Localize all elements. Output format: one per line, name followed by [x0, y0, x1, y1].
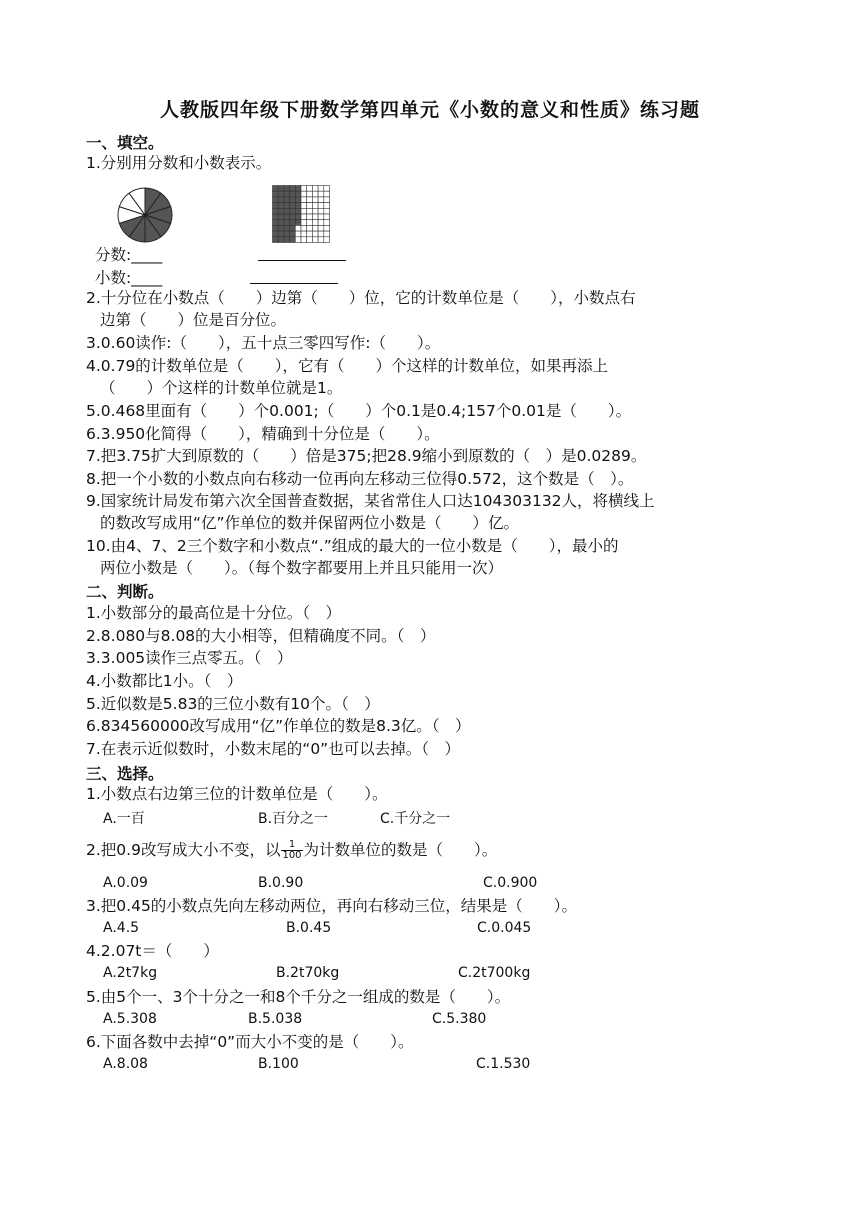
grid-cell	[324, 203, 330, 209]
grid-cell-shaded	[295, 186, 301, 192]
grid-cell	[324, 197, 330, 203]
grid-cell	[324, 186, 330, 192]
fill-q10-line2: 两位小数是（ ）。（每个数字都要用上并且只能用一次）	[100, 559, 504, 577]
circle-fraction-figure	[115, 185, 175, 245]
grid-cell	[324, 220, 330, 226]
grid-cell	[318, 208, 324, 214]
grid-cell-shaded	[295, 203, 301, 209]
grid-cell	[301, 220, 307, 226]
grid-cell-shaded	[295, 197, 301, 203]
choice-q5-option-a: A.5.308	[103, 1011, 157, 1027]
grid-cell-shaded	[295, 214, 301, 220]
judge-item: 1.小数部分的最高位是十分位。（ ）	[86, 604, 342, 622]
grid-cell	[301, 214, 307, 220]
grid-cell	[318, 197, 324, 203]
grid-cell	[307, 231, 313, 237]
grid-cell-shaded	[284, 203, 290, 209]
fill-q8: 8.把一个小数的小数点向右移动一位再向左移动三位得0.572，这个数是（ ）。	[86, 470, 634, 488]
decimal-answer-blank	[250, 282, 338, 284]
grid-cell	[301, 197, 307, 203]
fill-q4-line2: （ ）个这样的计数单位就是1。	[100, 379, 343, 397]
grid-cell-shaded	[273, 203, 279, 209]
fill-q2-line1: 2.十分位在小数点（ ）边第（ ）位，它的计数单位是（ ），小数点右	[86, 289, 636, 307]
grid-cell	[307, 191, 313, 197]
grid-cell	[324, 214, 330, 220]
choice-q5-option-c: C.5.380	[432, 1011, 487, 1027]
fill-q2-line2: 边第（ ）位是百分位。	[100, 311, 287, 329]
choice-q3-option-b: B.0.45	[286, 920, 332, 936]
grid-cell	[318, 191, 324, 197]
judge-item: 2.8.080与8.08的大小相等，但精确度不同。（ ）	[86, 627, 436, 645]
grid-cell-shaded	[273, 237, 279, 243]
grid-cell-shaded	[290, 237, 296, 243]
grid-cell-shaded	[295, 220, 301, 226]
choice-q1-option-b: B.百分之一	[258, 811, 329, 827]
grid-cell-shaded	[278, 214, 284, 220]
grid-cell-shaded	[273, 197, 279, 203]
grid-cell-shaded	[290, 191, 296, 197]
fraction-one-hundredth	[281, 840, 302, 861]
grid-cell	[301, 191, 307, 197]
choice-q4-option-a: A.2t7kg	[103, 965, 158, 981]
grid-cell-shaded	[284, 214, 290, 220]
grid-cell	[301, 237, 307, 243]
judge-item: 3.3.005读作三点零五。（ ）	[86, 649, 293, 667]
fraction-numerator: 1	[281, 840, 302, 851]
grid-cell	[301, 203, 307, 209]
fill-q1: 1.分别用分数和小数表示。	[86, 154, 272, 172]
grid-cell-shaded	[290, 186, 296, 192]
grid-cell-shaded	[273, 225, 279, 231]
grid-cell	[307, 203, 313, 209]
grid-cell-shaded	[273, 214, 279, 220]
grid-cell-shaded	[284, 231, 290, 237]
choice-q3: 3.把0.45的小数点先向左移动两位，再向右移动三位，结果是（ ）。	[86, 897, 578, 915]
choice-q4-option-c: C.2t700kg	[458, 965, 531, 981]
grid-cell	[307, 225, 313, 231]
grid-cell	[312, 197, 318, 203]
section-choice-heading: 三、选择。	[86, 765, 164, 783]
grid-cell	[307, 214, 313, 220]
choice-q6-option-a: A.8.08	[103, 1056, 148, 1072]
choice-q1-option-a: A.一百	[103, 811, 145, 827]
fill-q7: 7.把3.75扩大到原数的（ ）倍是375;把28.9缩小到原数的（ ）是0.0289。	[86, 447, 647, 465]
choice-q1-option-c: C.千分之一	[380, 811, 451, 827]
grid-cell-shaded	[284, 237, 290, 243]
fraction-label: 分数:____	[95, 246, 163, 264]
grid-cell	[312, 231, 318, 237]
fraction-denominator: 100	[282, 850, 302, 861]
grid-cell	[318, 231, 324, 237]
grid-fraction-figure	[272, 185, 330, 243]
fill-q9-line1: 9.国家统计局发布第六次全国普查数据，某省常住人口达104303132人，将横线上	[86, 492, 655, 510]
grid-cell	[307, 220, 313, 226]
grid-cell-shaded	[278, 237, 284, 243]
judge-item: 6.834560000改写成用“亿”作单位的数是8.3亿。（ ）	[86, 717, 471, 735]
fill-q5: 5.0.468里面有（ ）个0.001;（ ）个0.1是0.4;157个0.01是（ ）。	[86, 402, 632, 420]
grid-cell	[312, 191, 318, 197]
grid-cell	[312, 220, 318, 226]
section-judge-heading: 二、判断。	[86, 583, 164, 601]
choice-q2-text-post: 为计数单位的数是（ ）。	[303, 841, 498, 859]
choice-q2-text-pre: 2.把0.9改写成大小不变，以	[86, 841, 281, 859]
choice-q5-option-b: B.5.038	[248, 1011, 303, 1027]
grid-cell	[318, 186, 324, 192]
grid-cell	[301, 186, 307, 192]
choice-q6-option-b: B.100	[258, 1056, 299, 1072]
choice-q2-option-c: C.0.900	[483, 875, 538, 891]
choice-q5: 5.由5个一、3个十分之一和8个千分之一组成的数是（ ）。	[86, 988, 511, 1006]
judge-item: 5.近似数是5.83的三位小数有10个。（ ）	[86, 695, 380, 713]
grid-cell	[318, 237, 324, 243]
grid-cell-shaded	[290, 208, 296, 214]
grid-cell-shaded	[273, 186, 279, 192]
grid-cell	[318, 214, 324, 220]
page-title: 人教版四年级下册数学第四单元《小数的意义和性质》练习题	[159, 99, 700, 121]
grid-cell-shaded	[290, 225, 296, 231]
grid-cell-shaded	[278, 203, 284, 209]
grid-cell	[295, 231, 301, 237]
grid-cell-shaded	[278, 186, 284, 192]
grid-cell-shaded	[284, 186, 290, 192]
choice-q1: 1.小数点右边第三位的计数单位是（ ）。	[86, 785, 388, 803]
grid-cell	[307, 186, 313, 192]
grid-cell-shaded	[290, 231, 296, 237]
grid-cell	[312, 203, 318, 209]
choice-q3-option-a: A.4.5	[103, 920, 140, 936]
grid-cell	[312, 225, 318, 231]
grid-cell-shaded	[273, 231, 279, 237]
grid-cell	[301, 225, 307, 231]
fill-q4-line1: 4.0.79的计数单位是（ ），它有（ ）个这样的计数单位，如果再添上	[86, 357, 609, 375]
grid-cell-shaded	[278, 231, 284, 237]
grid-cell	[312, 214, 318, 220]
grid-cell-shaded	[284, 191, 290, 197]
choice-q4-option-b: B.2t70kg	[276, 965, 340, 981]
grid-cell	[301, 231, 307, 237]
grid-cell-shaded	[278, 208, 284, 214]
grid-cell	[324, 231, 330, 237]
grid-cell-shaded	[273, 191, 279, 197]
grid-cell-shaded	[295, 208, 301, 214]
grid-cell	[324, 208, 330, 214]
fill-q6: 6.3.950化简得（ ），精确到十分位是（ ）。	[86, 425, 440, 443]
grid-cell	[295, 237, 301, 243]
grid-cell	[312, 237, 318, 243]
grid-cell	[318, 220, 324, 226]
grid-cell	[324, 225, 330, 231]
grid-cell-shaded	[278, 225, 284, 231]
grid-cell-shaded	[278, 220, 284, 226]
grid-cell-shaded	[273, 208, 279, 214]
choice-q2	[86, 840, 497, 861]
grid-cell-shaded	[278, 197, 284, 203]
grid-cell	[312, 186, 318, 192]
grid-cell	[324, 237, 330, 243]
grid-cell-shaded	[290, 214, 296, 220]
grid-cell-shaded	[295, 191, 301, 197]
grid-cell-shaded	[290, 197, 296, 203]
grid-cell-shaded	[290, 220, 296, 226]
grid-cell	[312, 208, 318, 214]
grid-cell-shaded	[278, 191, 284, 197]
fraction-answer-blank	[258, 259, 346, 261]
judge-item: 4.小数都比1小。（ ）	[86, 672, 243, 690]
judge-item: 7.在表示近似数时，小数末尾的“0”也可以去掉。（ ）	[86, 740, 460, 758]
choice-q6: 6.下面各数中去掉“0”而大小不变的是（ ）。	[86, 1033, 414, 1051]
grid-cell-shaded	[273, 220, 279, 226]
grid-cell	[301, 208, 307, 214]
grid-cell-shaded	[290, 203, 296, 209]
choice-q2-option-b: B.0.90	[258, 875, 304, 891]
decimal-label: 小数:____	[95, 269, 163, 287]
fill-q10-line1: 10.由4、7、2三个数字和小数点“.”组成的最大的一位小数是（ ），最小的	[86, 537, 619, 555]
grid-cell	[307, 197, 313, 203]
grid-cell-shaded	[284, 220, 290, 226]
grid-cell	[307, 208, 313, 214]
grid-cell-shaded	[284, 197, 290, 203]
choice-q2-option-a: A.0.09	[103, 875, 148, 891]
choice-q3-option-c: C.0.045	[477, 920, 532, 936]
grid-cell	[318, 225, 324, 231]
fill-q3: 3.0.60读作:（ ），五十点三零四写作:（ ）。	[86, 334, 441, 352]
fill-q9-line2: 的数改写成用“亿”作单位的数并保留两位小数是（ ）亿。	[100, 514, 520, 532]
choice-q4: 4.2.07t＝（ ）	[86, 942, 219, 960]
grid-cell-shaded	[284, 208, 290, 214]
grid-cell	[324, 191, 330, 197]
grid-cell	[307, 237, 313, 243]
section-fill-heading: 一、填空。	[86, 134, 164, 152]
choice-q6-option-c: C.1.530	[476, 1056, 531, 1072]
grid-cell	[295, 225, 301, 231]
grid-cell-shaded	[284, 225, 290, 231]
grid-cell	[318, 203, 324, 209]
